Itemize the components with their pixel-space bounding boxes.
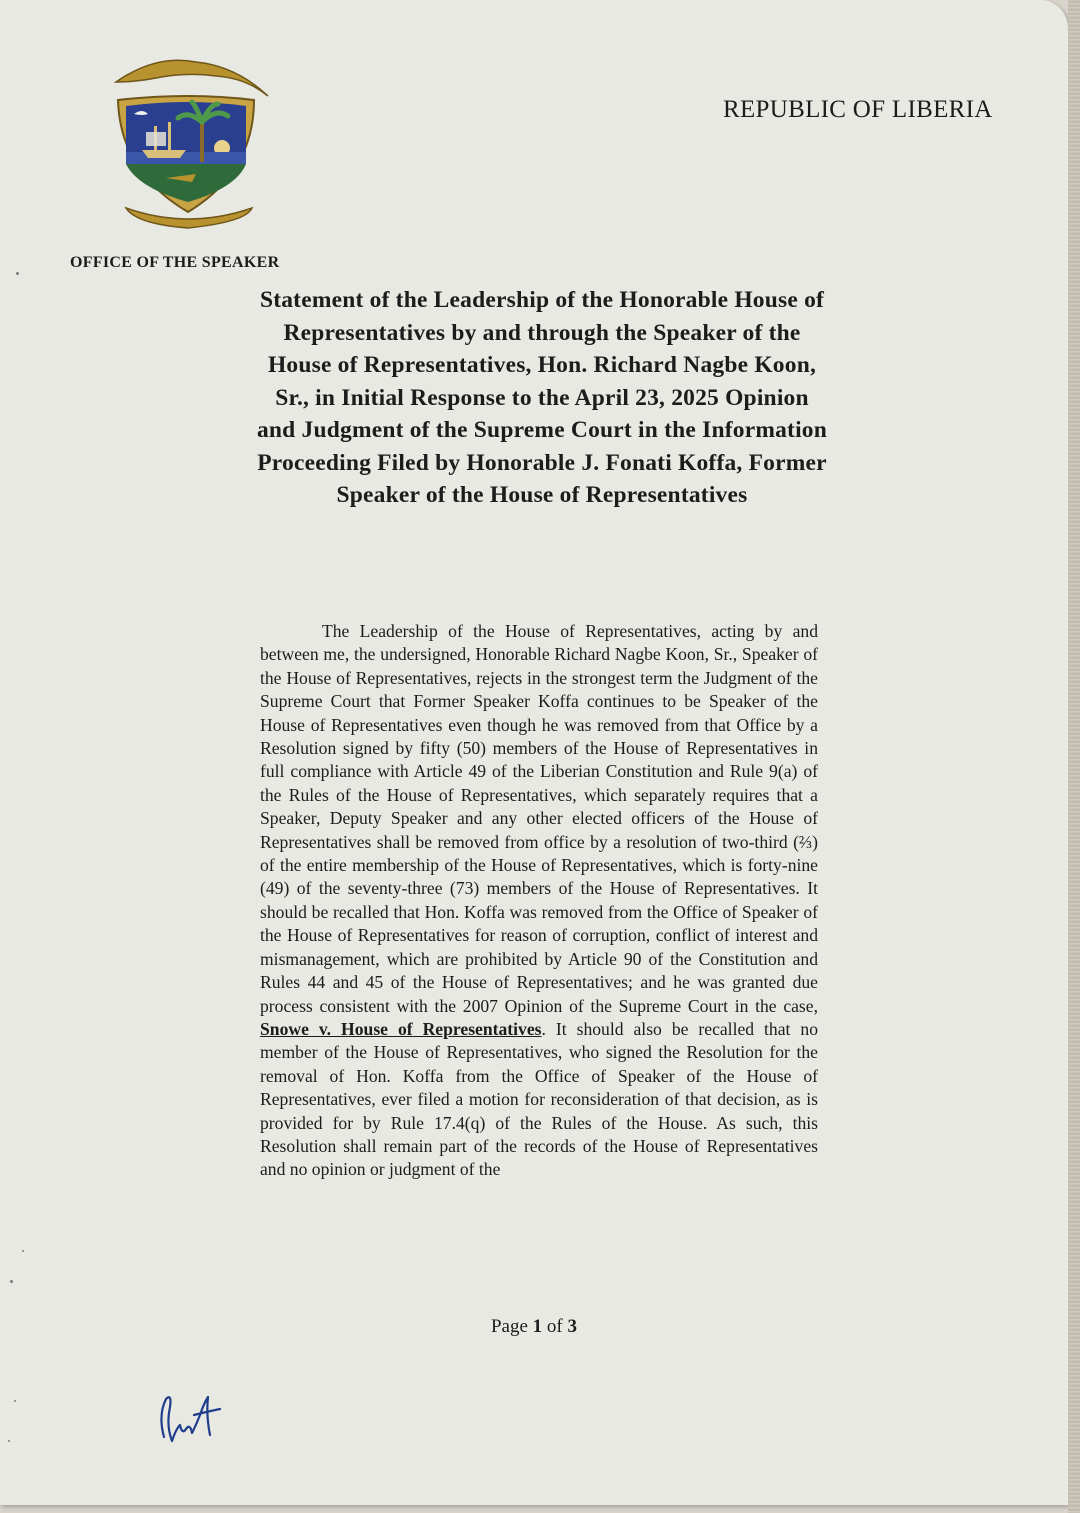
page-current: 1 <box>532 1316 543 1337</box>
coat-of-arms-icon <box>96 52 278 234</box>
paper-speck <box>10 1280 13 1283</box>
body-paragraph <box>260 620 818 1182</box>
paper-speck <box>22 1250 24 1252</box>
case-citation: Snowe v. House of Representatives <box>260 1018 542 1039</box>
statement-title: Statement of the Leadership of the Honorable House of Representatives by and through the Speaker of the House of Representatives, Hon. Richard Nagbe Koon, Sr., in Initial Response to the April 23, 2025 Opinion and Judgment of the Supreme Court in the Information Proceeding Filed by Honorable J. Fonati Koffa, Former Speaker of the House of Representatives <box>256 287 828 508</box>
signature-icon <box>150 1385 230 1455</box>
paper-speck <box>14 1400 16 1402</box>
body-text-part-2: . It should also be recalled that no member of the House of Representatives, who signed the Resolution for the removal of Hon. Koffa from the Office of Speaker of the House of Representatives, ever filed a motion for reconsideration of that decision, as is provided for by Rule 17.4(q) of the Rules of the House. As such, this Resolution shall remain part of the records of the House of Representatives and no opinion or judgment of the <box>260 1018 818 1180</box>
body-text-part-1: The Leadership of the House of Representatives, acting by and between me, the undersigned, Honorable Richard Nagbe Koon, Sr., Speaker of the House of Representatives, rejects in the strongest term the Judgment of the Supreme Court that Former Speaker Koffa continues to be Speaker of the House of Representatives even though he was removed from that Office by a Resolution signed by fifty (50) members of the House of Representatives in full compliance with Article 49 of the Liberian Constitution and Rule 9(a) of the Rules of the House of Representatives, which separately requires that a Speaker, Deputy Speaker and any other elected officers of the House of Representatives shall be removed from office by a resolution of two-third (⅔) of the entire membership of the House of Representatives, which is forty-nine (49) of the seventy-three (73) members of the House of Representatives. It should be recalled that Hon. Koffa was removed from the Office of Speaker of the House of Representatives for reason of corruption, conflict of interest and mismanagement, which are prohibited by Article 90 of the Constitution and Rules 44 and 45 of the House of Representatives; and he was granted due process consistent with the 2007 Opinion of the Supreme Court in the case, <box>260 621 818 1016</box>
paper-speck <box>8 1440 10 1442</box>
republic-heading: REPUBLIC OF LIBERIA <box>723 96 993 123</box>
page-of: of <box>546 1316 563 1337</box>
page-number <box>0 1316 1068 1338</box>
page-edge <box>1068 0 1080 1513</box>
paper-speck <box>16 272 19 275</box>
page-total: 3 <box>567 1316 577 1337</box>
office-heading: OFFICE OF THE SPEAKER <box>70 254 280 271</box>
page-word: Page <box>490 1316 528 1337</box>
